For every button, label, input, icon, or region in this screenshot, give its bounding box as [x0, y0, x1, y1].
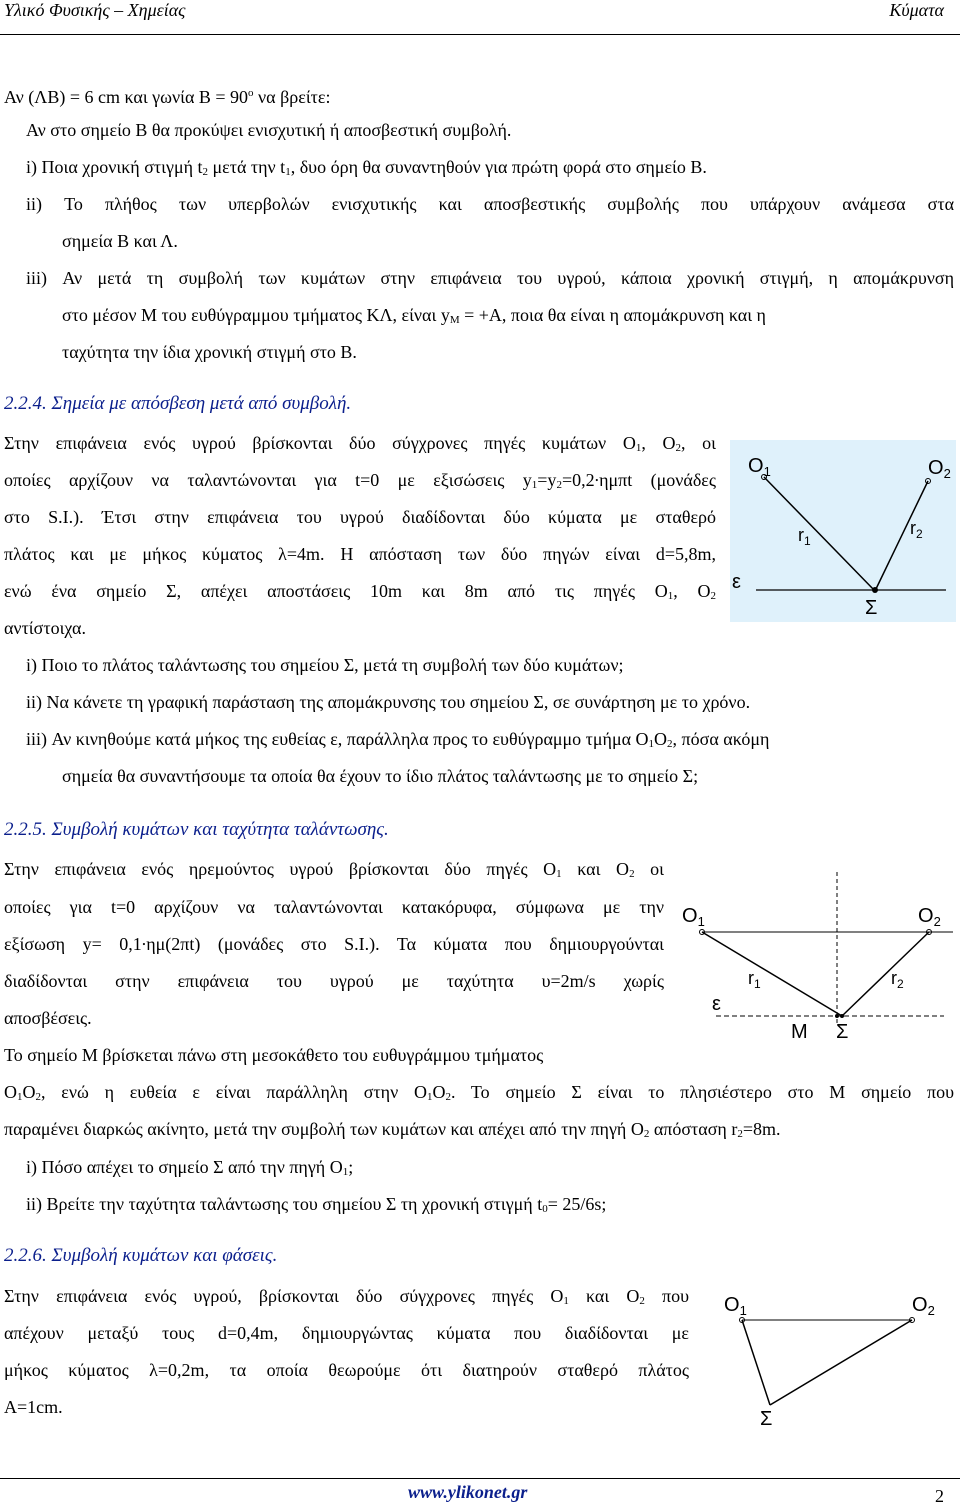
figure-225-epsilon-label: ε: [712, 993, 721, 1015]
figure-226-o2-label: $O_2$: [912, 1294, 935, 1318]
intro-qiii-a: iii) Αν μετά τη συμβολή των κυμάτων στην επιφάνεια του υγρού, κάποια χρονική στιγμή, η απομάκρυνση: [26, 268, 954, 288]
footer-link[interactable]: www.ylikonet.gr: [408, 1482, 528, 1502]
s224-line2: οποίες αρχίζουν να ταλαντώνονται για t=0 με εξισώσεις $y_1=y_2=0,2\cdot\eta\mu\pi t$ (μονάδες: [4, 470, 716, 491]
s224-qi: i) Ποιο το πλάτος ταλάντωσης του σημείου Σ, μετά τη συμβολή των δύο κυμάτων;: [26, 655, 624, 675]
figure-224-r2-label: $r_2$: [910, 518, 923, 541]
header-right: Κύματα: [889, 0, 944, 20]
figure-226-r1-line: [742, 1320, 770, 1405]
s224-line6: αντίστοιχα.: [4, 618, 86, 638]
section-226-title: 2.2.6. Συμβολή κυμάτων και φάσεις.: [4, 1245, 278, 1266]
figure-224-o1-label: $O_1$: [748, 455, 771, 479]
s226-line2: απέχουν μεταξύ τους d=0,4m, δημιουργώντας κύματα που διαδίδονται με: [4, 1323, 689, 1343]
figure-224-r1-label: $r_1$: [798, 525, 811, 548]
figure-225: [676, 866, 960, 1044]
figure-225-sigma-label: Σ: [836, 1021, 849, 1043]
figure-225-o1-label: $O_1$: [682, 905, 705, 929]
section-225-title: 2.2.5. Συμβολή κυμάτων και ταχύτητα ταλάντωσης.: [4, 819, 389, 840]
s225-qi: i) Πόσο απέχει το σημείο Σ από την πηγή $O_1$;: [26, 1157, 354, 1178]
figure-224-o2-label: $O_2$: [928, 457, 951, 481]
s224-line1: Στην επιφάνεια ενός υγρού βρίσκονται δύο σύγχρονες πηγές κυμάτων $O_1$, $O_2$, οι: [4, 433, 717, 454]
s225-line8: παραμένει διαρκώς ακίνητο, μετά την συμβολή των κυμάτων και απέχει από την πηγή $O_2$ απόσταση $r_2=8m$.: [4, 1119, 781, 1140]
s224-line3: στο S.I.). Έτσι στην επιφάνεια του υγρού διαδίδονται δύο κύματα με σταθερό: [4, 507, 716, 527]
intro-q0: Αν στο σημείο Β θα προκύψει ενισχυτική ή αποσβεστική συμβολή.: [26, 120, 512, 140]
s225-qii: ii) Βρείτε την ταχύτητα ταλάντωσης του σημείου Σ τη χρονική στιγμή $t_0= 25/6s$;: [26, 1194, 607, 1215]
s224-qiii-a: iii) Αν κινηθούμε κατά μήκος της ευθείας ε, παράλληλα προς το ευθύγραμμο τμήμα $O_1O_2$, πόσα ακόμη: [26, 729, 770, 750]
s225-line1: Στην επιφάνεια ενός ηρεμούντος υγρού βρίσκονται δύο πηγές $O_1$ και $O_2$ οι: [4, 859, 665, 880]
s225-line3: εξίσωση y= 0,1∙ημ(2πt) (μονάδες στο S.I.). Τα κύματα που δημιουργούνται: [4, 934, 664, 954]
section-224-title: 2.2.4. Σημεία με απόσβεση μετά από συμβολή.: [4, 393, 352, 414]
figure-226-sigma-label: Σ: [760, 1408, 773, 1430]
figure-226-o1-label: $O_1$: [724, 1294, 747, 1318]
figure-224-epsilon-label: ε: [732, 571, 741, 593]
s225-line7: $O_1O_2$, ενώ η ευθεία ε είναι παράλληλη στην $O_1O_2$. Το σημείο Σ είναι το πλησιέστερο στο Μ σημείο που: [4, 1082, 954, 1103]
s224-qiii-b: σημεία θα συναντήσουμε τα οποία θα έχουν το ίδιο πλάτος ταλάντωσης με το σημείο Σ;: [62, 766, 699, 786]
figure-224-sigma-point: [872, 587, 878, 593]
intro-qiii-b: στο μέσον Μ του ευθύγραμμου τμήματος ΚΛ, είναι $y_M = +A$, ποια θα είναι η απομάκρυνση και η: [62, 305, 766, 326]
figure-225-m-label: Μ: [791, 1021, 808, 1043]
s225-line5: αποσβέσεις.: [4, 1008, 92, 1028]
intro-line: Αν (ΛΒ) = 6 cm και γωνία $B = 90^o$ να βρείτε:: [4, 87, 331, 107]
figure-224-sigma-label: Σ: [865, 597, 878, 619]
s226-line4: Α=1cm.: [4, 1397, 63, 1417]
header-left: Υλικό Φυσικής – Χημείας: [4, 0, 186, 20]
intro-qi: i) Ποια χρονική στιγμή $t_2$ μετά την $t_1$, δυο όρη θα συναντηθούν για πρώτη φορά στο σημείο Β.: [26, 157, 707, 178]
s224-line4: πλάτος και με μήκος κύματος λ=4m. Η απόσταση των δύο πηγών είναι d=5,8m,: [4, 544, 716, 564]
figure-225-m-point: [835, 1014, 839, 1018]
s225-line4: διαδίδονται στην επιφάνεια του υγρού με ταχύτητα υ=2m/s χωρίς: [4, 971, 664, 991]
s226-line1: Στην επιφάνεια ενός υγρού, βρίσκονται δύο σύγχρονες πηγές $O_1$ και $O_2$ που: [4, 1286, 690, 1307]
figure-224: [730, 440, 956, 622]
intro-qii-b: σημεία Β και Λ.: [62, 231, 178, 251]
figure-225-sigma-point: [840, 1014, 844, 1018]
figure-225-r2-label: $r_2$: [891, 968, 904, 991]
figure-225-r1-label: $r_1$: [748, 968, 761, 991]
s224-line5: ενώ ένα σημείο Σ, απέχει αποστάσεις 10m και 8m από τις πηγές $O_1$, $O_2$: [4, 581, 716, 602]
intro-qii-a: ii) Το πλήθος των υπερβολών ενισχυτικής και αποσβεστικής συμβολής που υπάρχουν ανάμεσα στα: [26, 194, 954, 214]
figure-225-o2-label: $O_2$: [918, 905, 941, 929]
figure-225-r2-line: [842, 932, 929, 1016]
s226-line3: μήκος κύματος λ=0,2m, τα οποία θεωρούμε ότι διατηρούν σταθερό πλάτος: [4, 1360, 689, 1380]
footer-rule: [0, 1478, 960, 1479]
s224-qii: ii) Να κάνετε τη γραφική παράσταση της απομάκρυνσης του σημείου Σ, σε συνάρτηση με το χρόνο.: [26, 692, 751, 712]
figure-226-r2-line: [770, 1320, 912, 1405]
intro-qiii-c: ταχύτητα την ίδια χρονική στιγμή στο Β.: [62, 342, 357, 362]
page-number: 2: [935, 1486, 944, 1506]
s225-line2: οποίες για t=0 αρχίζουν να ταλαντώνονται κατακόρυφα, σύμφωνα με την: [4, 897, 664, 917]
header-rule: [0, 34, 960, 35]
figure-225-r1-line: [702, 932, 842, 1016]
s225-line6: Το σημείο Μ βρίσκεται πάνω στη μεσοκάθετο του ευθυγράμμου τμήματος: [4, 1045, 544, 1065]
figure-226: [712, 1285, 960, 1435]
